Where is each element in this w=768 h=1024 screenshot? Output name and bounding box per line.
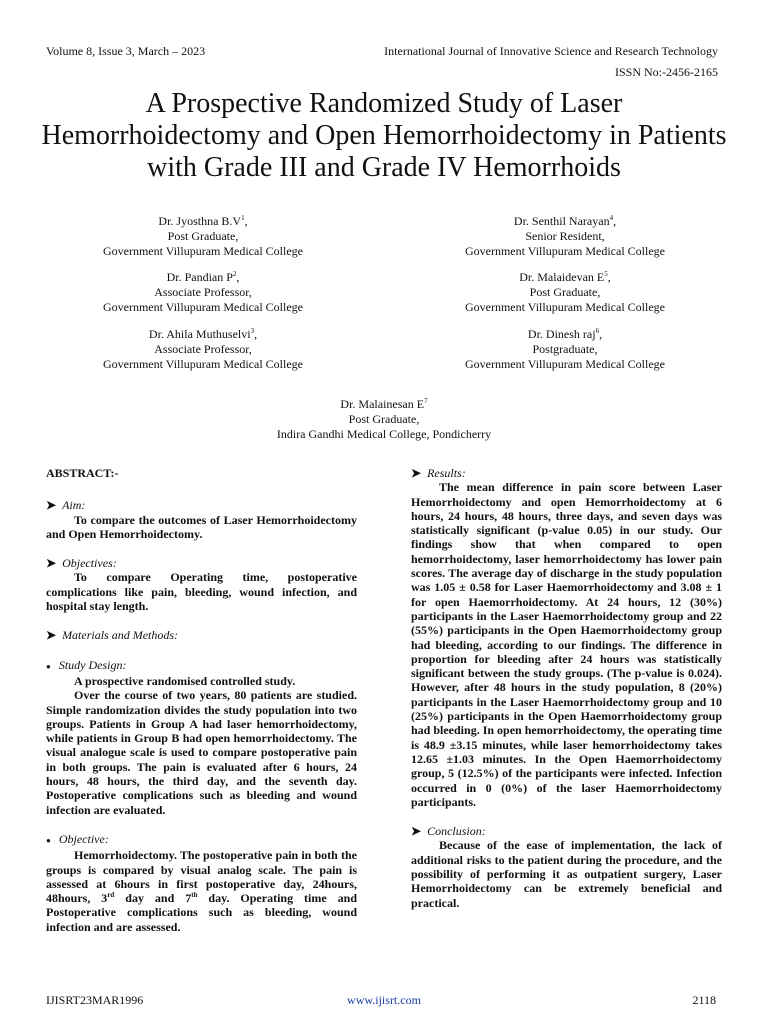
author-role: Senior Resident, xyxy=(525,229,605,243)
conclusion-heading: ➤ Conclusion: xyxy=(411,824,486,839)
objectives-heading: ➤ Objectives: xyxy=(46,556,117,571)
objectives-text: To compare Operating time, postoperative complications like pain, bleeding, wound infection, and hospital stay length. xyxy=(46,570,357,614)
author-affiliation: Government Villupuram Medical College xyxy=(464,300,665,314)
author-name: Dr. Jyosthna $B.V^1$, xyxy=(158,214,248,228)
header-issn: ISSN No:-2456-2165 xyxy=(614,65,718,79)
author-name: Dr. Pandian $P^2$, xyxy=(166,270,240,284)
bullet-icon: ● xyxy=(46,835,51,845)
author-block-1 xyxy=(53,214,353,259)
materials-methods-heading: ➤ Materials and Methods: xyxy=(46,628,179,643)
header-volume: Volume 8, Issue 3, March – 2023 xyxy=(46,44,206,58)
study-design-heading: ● Study Design: xyxy=(46,657,127,672)
author-affiliation: Government Villupuram Medical College xyxy=(464,244,665,258)
author-role: Post Graduate, xyxy=(348,412,420,426)
arrow-icon: ➤ xyxy=(411,466,422,480)
author-block-6 xyxy=(415,327,715,372)
author-role: Postgraduate, xyxy=(532,342,598,356)
author-block-3 xyxy=(53,327,353,372)
results-heading: ➤ Results: xyxy=(411,466,466,480)
author-block-2 xyxy=(53,270,353,315)
author-affiliation: Government Villupuram Medical College xyxy=(102,300,303,314)
author-name: Dr. Ahila Muthuselvi$^3$, xyxy=(148,327,258,341)
author-name: Dr. Malainesan $E^7$ xyxy=(340,397,428,411)
abstract-right-column xyxy=(411,466,722,910)
arrow-icon: ➤ xyxy=(46,556,57,571)
aim-heading: ➤ Aim: xyxy=(46,498,86,513)
header-journal: International Journal of Innovative Science and Research Technology xyxy=(384,44,718,58)
footer-url-link[interactable]: www.ijisrt.com xyxy=(347,993,421,1007)
author-block-7 xyxy=(234,397,534,442)
author-role: Associate Professor, xyxy=(154,285,252,299)
objective-text: Hemorrhoidectomy. The postoperative pain in both the groups is compared by visual analog scale. The pain is assessed at 6hours in first postoperative day, 24hours, 48hours, 3rd day and 7th day. Operating time and Postoperative complications such as bleeding, wound infection and are assessed. xyxy=(46,848,357,934)
bullet-icon: ● xyxy=(46,661,51,671)
author-block-5 xyxy=(415,270,715,315)
conclusion-text: Because of the ease of implementation, the lack of additional risks to the patient during the procedure, and the possibility of performing it as outpatient surgery, Laser Hemorrhoidectomy can be extremely beneficial and practical. xyxy=(411,838,722,910)
footer-page-number: 2118 xyxy=(692,993,716,1007)
author-role: Post Graduate, xyxy=(167,229,239,243)
abstract-heading: ABSTRACT:- xyxy=(46,466,119,480)
footer-code: IJISRT23MAR1996 xyxy=(46,993,144,1007)
abstract-left-column xyxy=(46,466,357,934)
author-role: Post Graduate, xyxy=(529,285,601,299)
aim-text: To compare the outcomes of Laser Hemorrhoidectomy and Open Hemorrhoidectomy. xyxy=(46,512,357,541)
arrow-icon: ➤ xyxy=(46,628,57,643)
paper-title: A Prospective Randomized Study of Laser Hemorrhoidectomy and Open Hemorrhoidectomy in Patients with Grade III and Grade IV Hemorrhoids xyxy=(41,88,727,183)
author-affiliation: Indira Gandhi Medical College, Pondicherry xyxy=(276,427,492,441)
author-role: Associate Professor, xyxy=(154,342,252,356)
author-affiliation: Government Villupuram Medical College xyxy=(464,357,665,371)
objective-heading: ● Objective: xyxy=(46,831,109,846)
arrow-icon: ➤ xyxy=(46,498,57,513)
author-block-4 xyxy=(415,214,715,259)
study-design-line: A prospective randomised controlled study. xyxy=(74,673,296,688)
results-text: The mean difference in pain score between Laser Hemorrhoidectomy and open Hemorrhoidectomy at 6 hours, 24 hours, 48 hours, three days, and seven days was statistically significant (p-value 0.05) in our study. Our findings show that when compared to open hemorrhoidectomy, laser hemorrhoidectomy has lower pain scores. The average day of discharge in the study population was 1.05 ± 0.58 for Laser Haemorrhoidectomy and 3.08 ± 1 for open Haemorrhoidectomy. At 24 hours, 12 (30%) participants in the Laser Haemorrhoidectomy group and 22 (55%) participants in the Open Haemorrhoidectomy group had bleeding, according to our findings. The difference in proportion for bleeding after 24 hours was statistically significant between the study groups. (The p-value is 0.024). However, after 48 hours in the study population, 8 (20%) participants in the Laser Haemorrhoidectomy group and 10 (25%) participants in the Open Haemorrhoidectomy group had bleeding. In open hemorrhoidectomy, the operating time is 48.9 ±3.15 minutes, while laser hemorrhoidectomy takes 12.65 ±1.03 minutes. In the Open Haemorrhoidectomy group, 5 (12.5%) of the participants were infected. Infection occurred in 0 (0%) of the laser Haemorrhoidectomy participants. xyxy=(411,480,722,809)
author-name: Dr. Malaidevan $E^5$, xyxy=(519,270,611,284)
author-name: Dr. Dinesh raj$^6$, xyxy=(527,327,603,341)
author-name: Dr. Senthil Narayan$^4$, xyxy=(513,214,617,228)
author-affiliation: Government Villupuram Medical College xyxy=(102,357,303,371)
study-design-text: Over the course of two years, 80 patients are studied. Simple randomization divides the study population into two groups. Patients in Group A had laser hemorrhoidectomy, while patients in Group B had open hemorrhoidectomy. The visual analogue scale is used to compare postoperative pain in both groups. The pain is evaluated after 6 hours, 24 hours, 48 hours, the third day, and the seventh day. Postoperative complications such as bleeding and wound infection are evaluated. xyxy=(46,688,357,817)
author-affiliation: Government Villupuram Medical College xyxy=(102,244,303,258)
arrow-icon: ➤ xyxy=(411,824,422,839)
